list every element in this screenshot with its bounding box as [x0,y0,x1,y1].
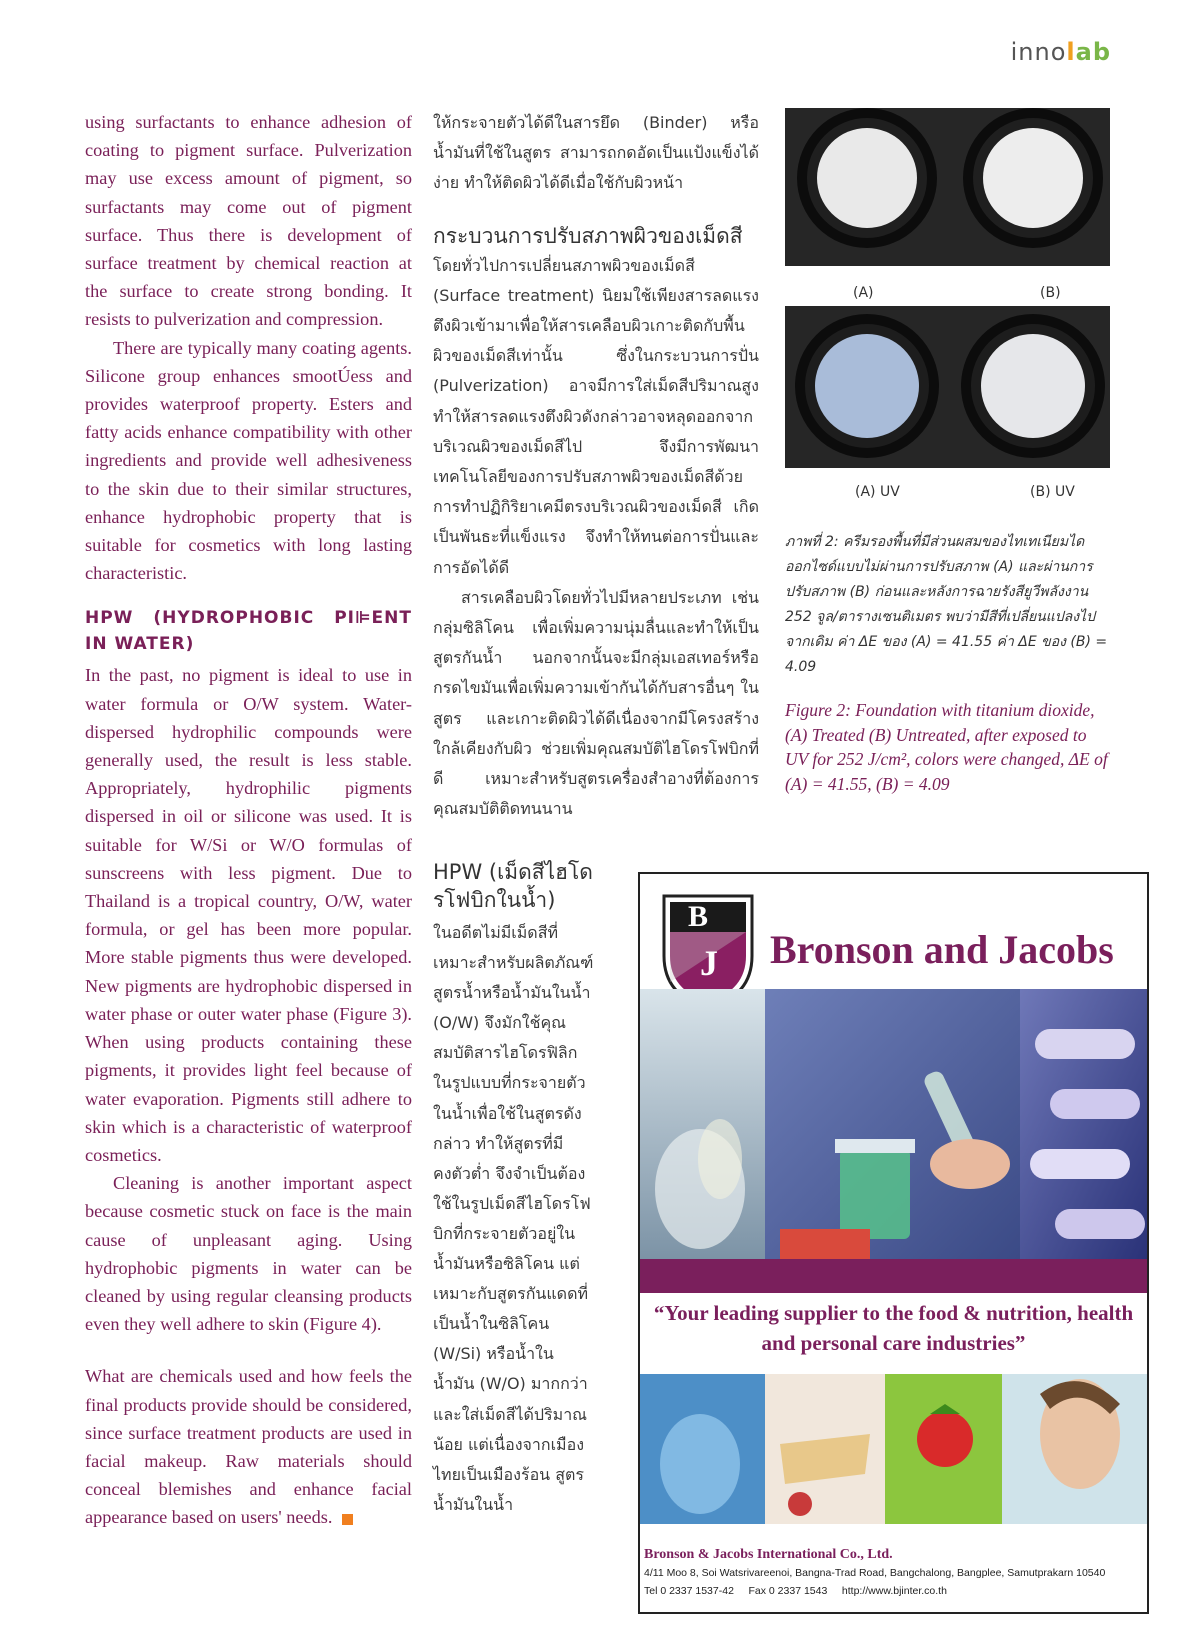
bronson-jacobs-ad [638,872,1149,1614]
paragraph: ในอดีตไม่มีเม็ดสีที่เหมาะสำหรับผลิตภัณฑ์สูตรน้ำหรือน้ำมันในน้ำ (O/W) จึงมักใช้คุณสมบัติสารไฮโดรฟิลิกในรูปแบบที่กระจายตัวในน้ำเพื่อใช้ในสูตรดังกล่าว ทำให้สูตรที่มีคงตัวต่ำ จึงจำเป็นต้องใช้ในรูปเม็ดสีไฮโดรโฟบิกที่กระจายตัวอยู่ในน้ำมันหรือซิลิโคน แต่เหมาะกับสูตรกันแดดที่เป็นน้ำในซิลิโคน (W/Si) หรือน้ำในน้ำมัน (W/O) มากกว่า และใส่เม็ดสีได้ปริมาณน้อย แต่เนื่องจากเมืองไทยเป็นเมืองร้อน สูตรน้ำมันในน้ำ [433,923,594,1514]
section-heading-surface-treatment: กระบวนการปรับสภาพผิวของเม็ดสี [433,223,743,248]
ad-footer [644,1546,1144,1600]
paragraph: Cleaning is another important aspect because cosmetic stuck on face is the main cause of unpleasant aging. Using hydrophobic pigments in water can be cleaned by using regular cleansing products even they well adhere to skin (Figure 4). [85,1173,412,1335]
foundation-uv-samples-image [785,306,1110,468]
paragraph: using surfactants to enhance adhesion of coating to pigment surface. Pulverization may use excess amount of pigment, so surfactants may come out of pigment surface. Thus there is development of surface treatment by chemical reaction at the surface to create strong bonding. It resists to pulverization and compression. [85,112,412,330]
logo-inno-text: inno [1010,38,1067,66]
brand-name: Bronson and Jacobs [770,927,1114,972]
english-column [85,108,412,1532]
photo-after-uv [785,306,1110,468]
section-heading-hpw: HPW (HYDROPHOBIC PI⊫ENT IN WATER) [85,608,412,655]
end-mark-icon [342,1514,353,1525]
figure-caption-thai: ภาพที่ 2: ครีมรองพื้นที่มีส่วนผสมของไทเทเนียมไดออกไซด์แบบไม่ผ่านการปรับสภาพ (A) และผ่านการปรับสภาพ (B) ก่อนและหลังการฉายรังสียูวีพลังงาน 252 จูล/ตารางเซนติเมตร พบว่ามีสีที่เปลี่ยนแปลงไปจากเดิม ค่า ΔE ของ (A) = 41.55 ค่า ΔE ของ (B) = 4.09 [785,534,1108,675]
company-contact: Tel 0 2337 1537-42 Fax 0 2337 1543 http://www.bjinter.co.th [644,1585,947,1597]
company-address: 4/11 Moo 8, Soi Watsrivareenoi, Bangna-Trad Road, Bangchalong, Bangplee, Samutprakarn 10540 [644,1567,1106,1579]
logo-ab-text: ab [1075,38,1111,66]
thai-column-narrow [433,858,595,1520]
thai-column [433,108,759,824]
closing-paragraph [85,1362,412,1531]
innolab-logo [1011,38,1111,66]
paragraph: There are typically many coating agents. Silicone group enhances smootÚess and provides waterproof property. Esters and fatty acids enhance compatibility with other ingredients and provide well adhesiveness to the skin due to their similar structures, enhance hydrophobic property that is suitable for cosmetics with long lasting characteristic. [85,337,412,584]
photo-before-uv [785,108,1110,266]
paragraph: ให้กระจายตัวได้ดีในสารยึด (Binder) หรือน้ำมันที่ใช้ในสูตร สามารถกดอัดเป็นแป้งแข็งได้ง่าย ทำให้ติดผิวได้ดีเมื่อใช้กับผิวหน้า [433,113,759,193]
label-a-uv: (A) UV [855,484,900,500]
paragraph: In the past, no pigment is ideal to use in water formula or O/W system. Water-dispersed hydrophilic compounds were generally used, the result is less stable. Appropriately, hydrophilic pigments dispersed in oil or silicone was used. It is suitable for W/Si or W/O formulas of sunscreens with less pigment. Due to Thailand is a tropical country, O/W, water formula, or gel has been more popular. More stable pigments thus were developed. New pigments are hydrophobic dispersed in water phase or outer water phase (Figure 3). When using products containing these pigments, it provides light feel because of water evaporation. Pigments still adhere to skin which is a characteristic of waterproof cosmetics. [85,665,412,1165]
figure-caption-english: Figure 2: Foundation with titanium dioxide, (A) Treated (B) Untreated, after exposed to UV for 252 J/cm², colors were changed, ΔE of (A) = 41.55, (B) = 4.09 [785,700,1108,794]
closing-text: What are chemicals used and how feels the final products provide should be considered, since surface treatment products are used in facial makeup. Raw materials should conceal blemishes and enhance facial appearance based on users' needs. [85,1366,412,1528]
company-name: Bronson & Jacobs International Co., Ltd. [644,1547,893,1562]
lab-imagery-strip [640,989,1147,1259]
paragraph: สารเคลือบผิวโดยทั่วไปมีหลายประเภท เช่น กลุ่มซิลิโคน เพื่อเพิ่มความนุ่มลื่นและทำให้เป็นสูตรกันน้ำ นอกจากนั้นจะมีกลุ่มเอสเทอร์หรือกรดไขมันเพื่อเพิ่มความเข้ากันได้กับสารอื่นๆ ในสูตร และเกาะติดผิวได้ดีเนื่องจากมีโครงสร้างใกล้เคียงกับผิว ช่วยเพิ่มคุณสมบัติไฮโดรโฟบิกที่ดี เหมาะสำหรับสูตรเครื่องสำอางที่ต้องการคุณสมบัติติดทนนาน [433,587,759,819]
section-heading-hpw-thai: HPW (เม็ดสีไฮโดรโฟบิกในน้ำ) [433,860,593,912]
label-b: (B) [1040,285,1061,301]
logo-letter-b: B [688,900,709,933]
ad-slogan: “Your leading supplier to the food & nutrition, health and personal care industries” [653,1301,1134,1355]
products-imagery-strip [640,1374,1147,1524]
accent-band [640,1259,1147,1293]
label-a: (A) [853,285,874,301]
logo-l-text: l [1066,38,1076,66]
logo-letter-j: J [700,943,718,983]
foundation-samples-image [785,108,1110,266]
label-b-uv: (B) UV [1030,484,1075,500]
paragraph: โดยทั่วไปการเปลี่ยนสภาพผิวของเม็ดสี (Surface treatment) นิยมใช้เพียงสารลดแรงตึงผิวเข้ามาเพื่อให้สารเคลือบผิวเกาะติดกับพื้นผิวของเม็ดสีเท่านั้น ซึ่งในกระบวนการปั่น (Pulverization) อาจมีการใส่เม็ดสีปริมาณสูง ทำให้สารลดแรงตึงผิวดังกล่าวอาจหลุดออกจากบริเวณผิวของเม็ดสีไป จึงมีการพัฒนาเทคโนโลยีของการปรับสภาพผิวของเม็ดสีด้วยการทำปฏิกิริยาเคมีตรงบริเวณผิวของเม็ดสี เกิดเป็นพันธะที่แข็งแรง จึงทำให้ทนต่อการปั่นและการอัดได้ดี [433,255,759,577]
